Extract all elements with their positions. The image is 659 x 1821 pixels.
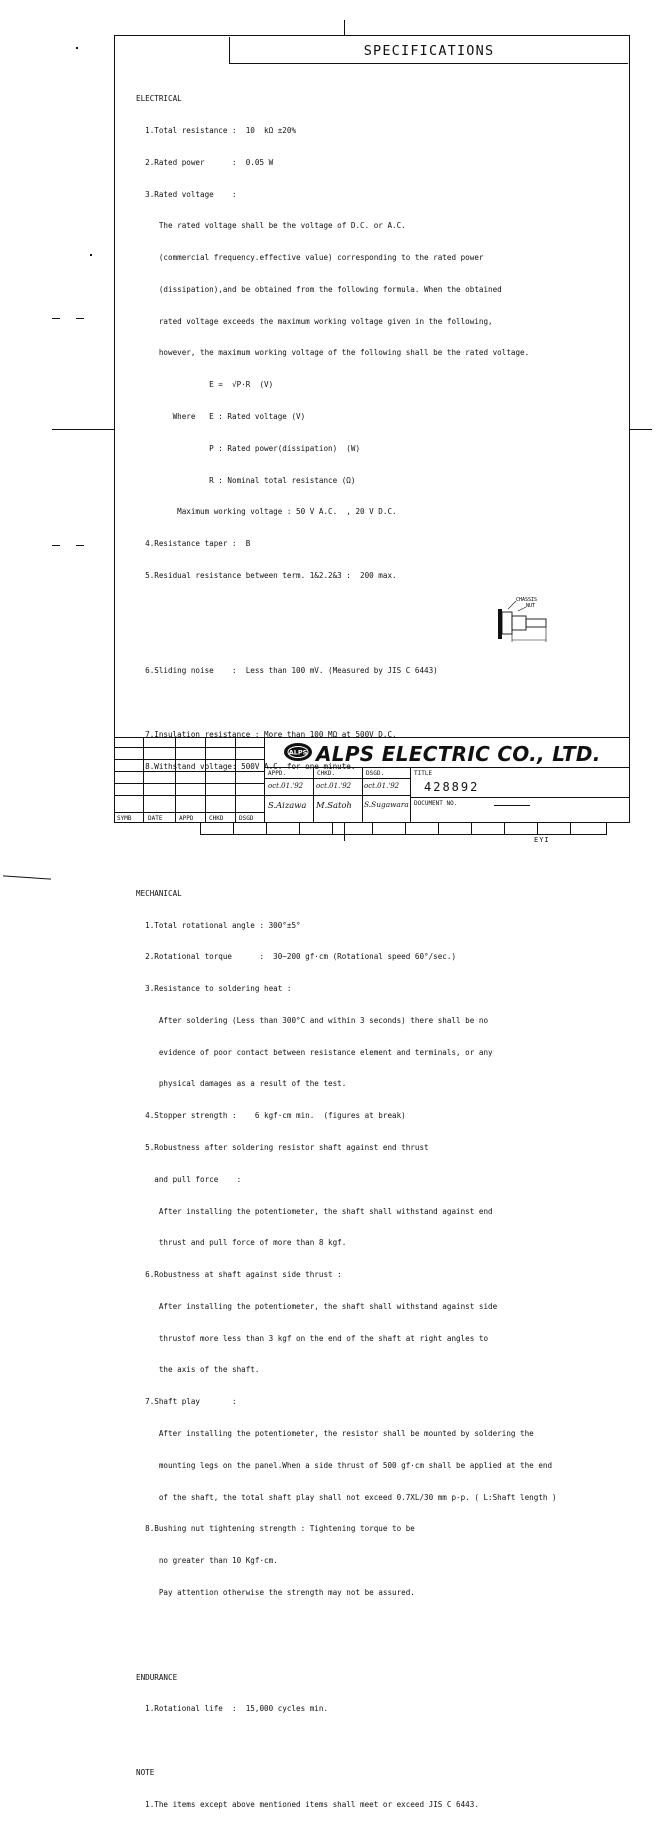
section-heading-electrical: ELECTRICAL	[136, 94, 182, 104]
figure-label-chassis: CHASSIS	[516, 597, 538, 603]
spec-line: R : Nominal total resistance (Ω)	[136, 475, 356, 485]
spec-line: thrust and pull force of more than 8 kgf.	[136, 1238, 347, 1248]
formula-line: E = √P·R (V)	[136, 380, 274, 390]
dsgd-label: DSGD.	[366, 770, 385, 777]
spec-line: 4.Stopper strength : 6 kgf·cm min. (figures at break)	[136, 1111, 406, 1121]
top-center-tick	[344, 20, 345, 35]
spec-line: no greater than 10 Kgf·cm.	[136, 1556, 278, 1566]
spec-line: 8.Bushing nut tightening strength : Tightening torque to be	[136, 1524, 415, 1534]
spec-line: rated voltage exceeds the maximum working voltage given in the following,	[136, 316, 493, 326]
spec-line: 7.Shaft play :	[136, 1397, 237, 1407]
section-heading-mechanical: MECHANICAL	[136, 888, 182, 898]
dsgd-signature: S.Sugawara	[364, 800, 409, 809]
spec-line	[136, 698, 626, 709]
appd-signature: S.Aizawa	[268, 800, 307, 810]
spec-line: 3.Rated voltage :	[136, 189, 237, 199]
spec-line: After installing the potentiometer, the shaft shall withstand against side	[136, 1301, 498, 1311]
alps-logo-icon	[283, 742, 313, 762]
spec-line: mounting legs on the panel.When a side thrust of 500 gf·cm shall be applied at the end	[136, 1460, 553, 1470]
spec-line: 6.Sliding noise : Less than 100 mV. (Measured by JIS C 6443)	[136, 666, 438, 676]
logo-text: ALPS	[288, 748, 308, 757]
spec-line: 5.Robustness after soldering resistor shaft against end thrust	[136, 1142, 429, 1152]
rev-header-dsgd: DSGD	[239, 815, 254, 822]
spec-line: 2.Rotational torque : 30~200 gf·cm (Rotational speed 60°/sec.)	[136, 952, 457, 962]
spec-line: the axis of the shaft.	[136, 1365, 260, 1375]
document-no-line	[494, 805, 530, 806]
left-center-tick	[52, 429, 114, 430]
rev-header-date: DATE	[148, 815, 163, 822]
scan-dot	[90, 254, 92, 256]
document-no-label: DOCUMENT NO.	[414, 800, 458, 807]
spec-line: thrustof more less than 3 kgf on the end of the shaft at right angles to	[136, 1333, 489, 1343]
spec-line: (commercial frequency.effective value) corresponding to the rated power	[136, 253, 484, 263]
spec-line: physical damages as a result of the test.	[136, 1079, 347, 1089]
title-header-box	[229, 37, 628, 64]
spec-body	[136, 73, 626, 1821]
chkd-signature: M.Satoh	[316, 800, 352, 810]
title-label: TITLE	[414, 770, 433, 777]
section-heading-endurance: ENDURANCE	[136, 1672, 178, 1682]
spec-line: 1.The items except above mentioned items shall meet or exceed JIS C 6443.	[136, 1799, 479, 1809]
chkd-label: CHKD.	[317, 770, 336, 777]
spec-line: 2.Rated power : 0.05 W	[136, 157, 274, 167]
spec-line: P : Rated power(dissipation) (W)	[136, 443, 361, 453]
spec-line: After soldering (Less than 300°C and within 3 seconds) there shall be no	[136, 1015, 489, 1025]
spec-line: After installing the potentiometer, the shaft shall withstand against end	[136, 1206, 493, 1216]
spec-line: Maximum working voltage : 50 V A.C. , 20 V D.C.	[136, 507, 397, 517]
rev-header-symb: SYMB	[117, 815, 132, 822]
appd-label: APPD.	[268, 770, 287, 777]
spec-line: Where E : Rated voltage (V)	[136, 412, 306, 421]
page-title: SPECIFICATIONS	[363, 43, 495, 59]
section-heading-note: NOTE	[136, 1768, 155, 1777]
figure-label-nut: NUT	[526, 603, 536, 609]
spec-line: 6.Robustness at shaft against side thrust :	[136, 1270, 342, 1280]
part-number: 428892	[424, 780, 480, 794]
spec-line: 4.Resistance taper : B	[136, 539, 251, 549]
scan-dot	[76, 47, 78, 49]
spec-line: 1.Rotational life : 15,000 cycles min.	[136, 1704, 329, 1714]
rev-header-appd: APPD	[179, 815, 194, 822]
left-mark-3	[52, 545, 60, 546]
spec-line: (dissipation),and be obtained from the following formula. When the obtained	[136, 284, 502, 294]
bushing-nut-figure	[494, 594, 560, 646]
dsgd-date: oct.01.'92	[364, 782, 400, 790]
spec-line: 3.Resistance to soldering heat :	[136, 984, 292, 994]
spec-line: Pay attention otherwise the strength may not be assured.	[136, 1587, 415, 1597]
spec-line: The rated voltage shall be the voltage of D.C. or A.C.	[136, 221, 406, 231]
spec-line: 1.Total rotational angle : 300°±5°	[136, 920, 301, 930]
rev-header-chkd: CHKD	[209, 815, 224, 822]
spec-line: of the shaft, the total shaft play shall not exceed 0.7XL/30 mm p-p. ( L:Shaft length )	[136, 1492, 557, 1502]
company-name: ALPS ELECTRIC CO., LTD.	[316, 742, 601, 766]
left-mark-4	[76, 545, 84, 546]
spec-line: however, the maximum working voltage of the following shall be the rated voltage.	[136, 348, 530, 358]
appd-date: oct.01.'92	[268, 782, 304, 790]
spec-line: and pull force :	[136, 1174, 242, 1184]
right-center-tick	[630, 429, 652, 430]
spec-line: 1.Total resistance : 10 kΩ ±20%	[136, 125, 297, 135]
left-mark-1	[52, 318, 60, 319]
scan-line	[3, 875, 51, 879]
footer-mark: EYI	[534, 836, 550, 844]
spec-line: 5.Residual resistance between term. 1&2.2&3 : 200 max.	[136, 570, 397, 580]
spec-line: 8.Withstand voltage: 500V A.C. for one minute.	[136, 761, 356, 771]
spec-line: After installing the potentiometer, the resistor shall be mounted by soldering the	[136, 1429, 534, 1438]
spec-line: 7.Insulation resistance : More than 100 MΩ at 500V D.C.	[136, 729, 397, 739]
chkd-date: oct.01.'92	[316, 782, 352, 790]
left-mark-2	[76, 318, 84, 319]
spec-line: evidence of poor contact between resistance element and terminals, or any	[136, 1047, 493, 1057]
